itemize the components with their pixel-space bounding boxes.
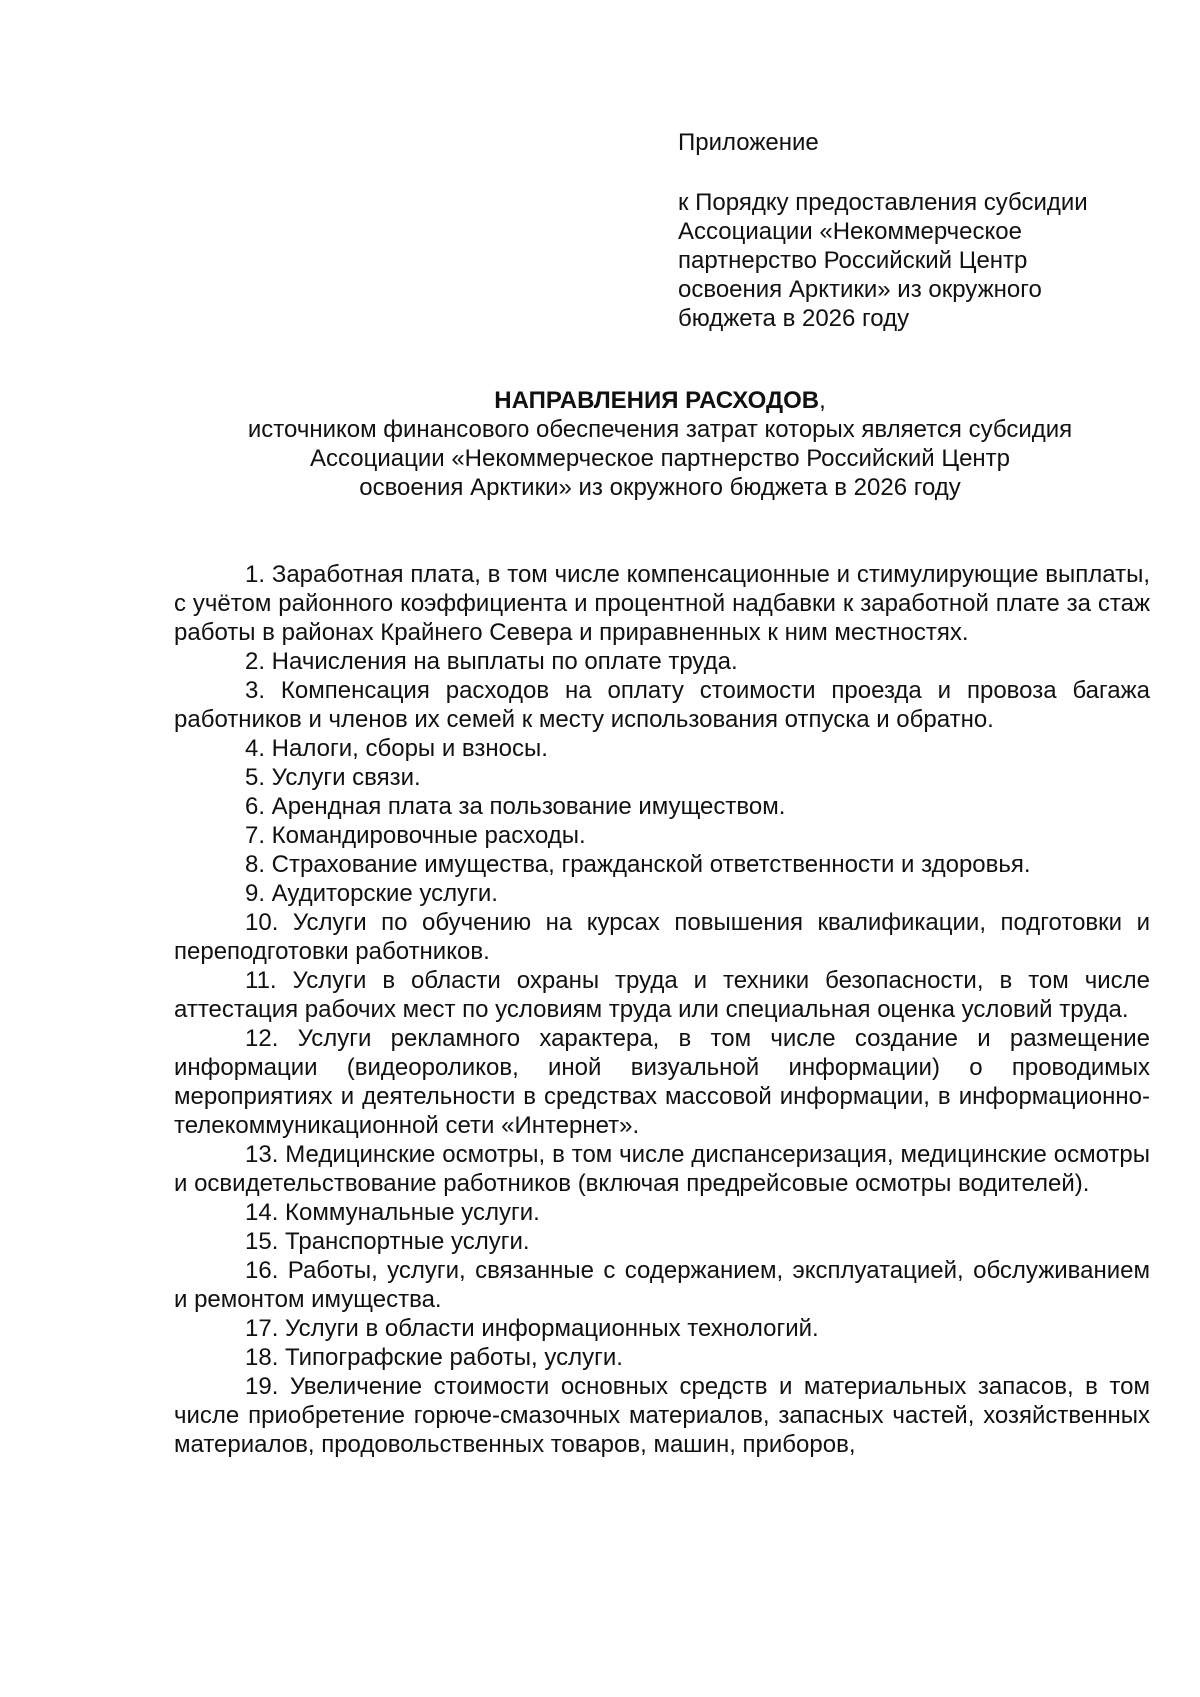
list-item: 19. Увеличение стоимости основных средств и материальных запасов, в том числе приобретение горюче-смазочных материалов, запасных частей, хозяйственных материалов, продовольственных товаров, машин, приборов, — [174, 1373, 1150, 1458]
appendix-reference-line: бюджета в 2026 году — [678, 305, 910, 332]
list-item: 14. Коммунальные услуги. — [245, 1199, 540, 1226]
document-title-suffix: , — [819, 387, 826, 414]
list-item: 12. Услуги рекламного характера, в том числе создание и размещение информации (видеороликов, иной визуальной информации) о проводимых мероприятиях и деятельности в средствах массовой информации, в информационно-телекоммуникационной сети «Интернет». — [174, 1025, 1150, 1139]
document-subtitle-line: источником финансового обеспечения затрат которых является субсидия — [247, 416, 1073, 443]
list-item: 5. Услуги связи. — [245, 764, 421, 791]
list-item: 7. Командировочные расходы. — [245, 822, 586, 849]
appendix-reference-line: партнерство Российский Центр — [678, 247, 1028, 274]
document-subtitle-line: Ассоциации «Некоммерческое партнерство Российский Центр — [309, 445, 1011, 472]
list-item: 16. Работы, услуги, связанные с содержанием, эксплуатацией, обслуживанием и ремонтом имущества. — [174, 1257, 1150, 1313]
list-item: 9. Аудиторские услуги. — [245, 880, 498, 907]
list-item: 2. Начисления на выплаты по оплате труда. — [245, 648, 738, 675]
list-item: 11. Услуги в области охраны труда и техники безопасности, в том числе аттестация рабочих мест по условиям труда или специальная оценка условий труда. — [174, 967, 1150, 1023]
list-item: 6. Арендная плата за пользование имуществом. — [245, 793, 786, 820]
list-item: 18. Типографские работы, услуги. — [245, 1344, 623, 1371]
list-item: 1. Заработная плата, в том числе компенсационные и стимулирующие выплаты, с учётом районного коэффициента и процентной надбавки к заработной плате за стаж работы в районах Крайнего Севера и приравненных к ним местностях. — [174, 561, 1150, 646]
expense-list — [174, 560, 1150, 1459]
list-item: 3. Компенсация расходов на оплату стоимости проезда и провоза багажа работников и членов их семей к месту использования отпуска и обратно. — [174, 677, 1150, 733]
appendix-reference — [678, 188, 1148, 333]
document-title — [180, 386, 1140, 415]
list-item: 17. Услуги в области информационных технологий. — [245, 1315, 819, 1342]
list-item: 15. Транспортные услуги. — [245, 1228, 530, 1255]
document-heading — [180, 386, 1140, 502]
document-title-bold: НАПРАВЛЕНИЯ РАСХОДОВ — [494, 387, 820, 414]
appendix-label: Приложение — [678, 129, 819, 156]
list-item: 8. Страхование имущества, гражданской ответственности и здоровья. — [245, 851, 1031, 878]
list-item: 10. Услуги по обучению на курсах повышения квалификации, подготовки и переподготовки работников. — [174, 909, 1150, 965]
appendix-reference-line: к Порядку предоставления субсидии — [678, 189, 1088, 216]
list-item: 13. Медицинские осмотры, в том числе диспансеризация, медицинские осмотры и освидетельствование работников (включая предрейсовые осмотры водителей). — [174, 1141, 1150, 1197]
list-item: 4. Налоги, сборы и взносы. — [245, 735, 548, 762]
document-subtitle-line: освоения Арктики» из окружного бюджета в 2026 году — [359, 474, 961, 501]
appendix-reference-line: освоения Арктики» из окружного — [678, 276, 1042, 303]
appendix-reference-line: Ассоциации «Некоммерческое — [678, 218, 1022, 245]
